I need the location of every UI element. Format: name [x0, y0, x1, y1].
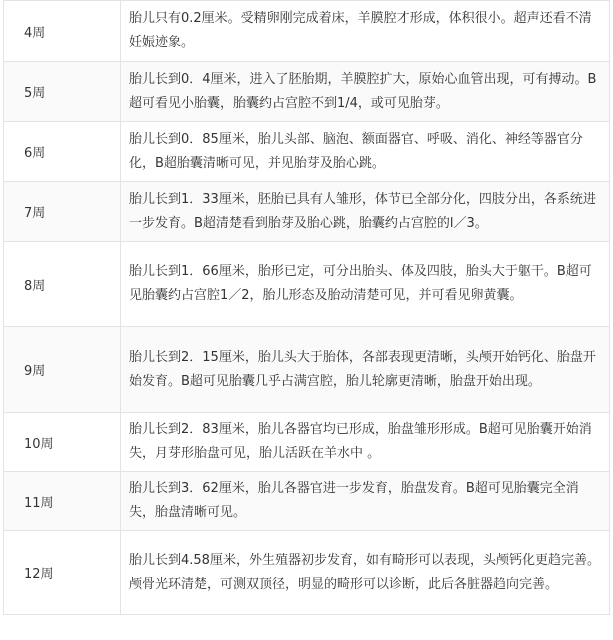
- table-row: [4, 413, 610, 472]
- table-row: [4, 531, 610, 615]
- description-text: 胎儿长到1．33厘米，胚胎已具有人雏形，体节已全部分化，四肢分出，各系统进一步发育。B超清楚看到胎芽及胎心跳，胎囊约占宫腔的l／3。: [129, 191, 596, 231]
- description-text: 胎儿长到4.58厘米，外生殖器初步发育，如有畸形可以表现，头颅钙化更趋完善。颅骨光环清楚，可测双顶径，明显的畸形可以诊断，此后各脏器趋向完善。: [129, 552, 600, 592]
- table-row: [4, 1, 610, 62]
- table-row: [4, 182, 610, 242]
- week-cell: 7周: [4, 182, 121, 242]
- description-text: 胎儿长到2．15厘米，胎儿头大于胎体，各部表现更清晰，头颅开始钙化、胎盘开始发育。B超可见胎囊几乎占满宫腔，胎儿轮廓更清晰，胎盘开始出现。: [129, 349, 596, 389]
- table-row: [4, 242, 610, 327]
- week-cell: 11周: [4, 472, 121, 531]
- description-text: 胎儿长到2．83厘米，胎儿各器官均已形成，胎盘雏形形成。B超可见胎囊开始消失，月芽形胎盘可见，胎儿活跃在羊水中 。: [129, 422, 592, 461]
- description-cell: [121, 122, 610, 182]
- week-cell: 4周: [4, 1, 121, 62]
- description-cell: [121, 472, 610, 531]
- description-cell: [121, 531, 610, 615]
- week-cell: 5周: [4, 62, 121, 122]
- table-row: [4, 62, 610, 122]
- description-cell: [121, 62, 610, 122]
- table-row: [4, 327, 610, 413]
- table-row: [4, 122, 610, 182]
- fetal-development-table: [3, 0, 610, 615]
- description-cell: [121, 327, 610, 413]
- description-text: 胎儿长到3．62厘米，胎儿各器官进一步发育，胎盘发育。B超可见胎囊完全消失，胎盘清晰可见。: [129, 481, 579, 520]
- description-text: 胎儿长到1．66厘米，胎形已定，可分出胎头、体及四肢，胎头大于躯干。B超可见胎囊约占宫腔1／2，胎儿形态及胎动清楚可见，并可看见卵黄囊。: [129, 264, 592, 303]
- week-cell: 12周: [4, 531, 121, 615]
- description-text: 胎儿长到0．85厘米，胎儿头部、脑泡、额面器官、呼吸、消化、神经等器官分化，B超胎囊清晰可见，并见胎芽及胎心跳。: [129, 131, 583, 171]
- table-row: [4, 472, 610, 531]
- description-cell: [121, 182, 610, 242]
- description-cell: [121, 1, 610, 62]
- week-cell: 8周: [4, 242, 121, 327]
- week-cell: 9周: [4, 327, 121, 413]
- description-text: 胎儿长到0．4厘米，进入了胚胎期，羊膜腔扩大，原始心血管出现，可有搏动。B超可看见小胎囊，胎囊约占宫腔不到1/4，或可见胎芽。: [129, 71, 597, 111]
- description-cell: [121, 413, 610, 472]
- description-text: 胎儿只有0.2厘米。受精卵刚完成着床，羊膜腔才形成，体积很小。超声还看不清妊娠迹象。: [129, 11, 592, 50]
- description-cell: [121, 242, 610, 327]
- week-cell: 6周: [4, 122, 121, 182]
- week-cell: 10周: [4, 413, 121, 472]
